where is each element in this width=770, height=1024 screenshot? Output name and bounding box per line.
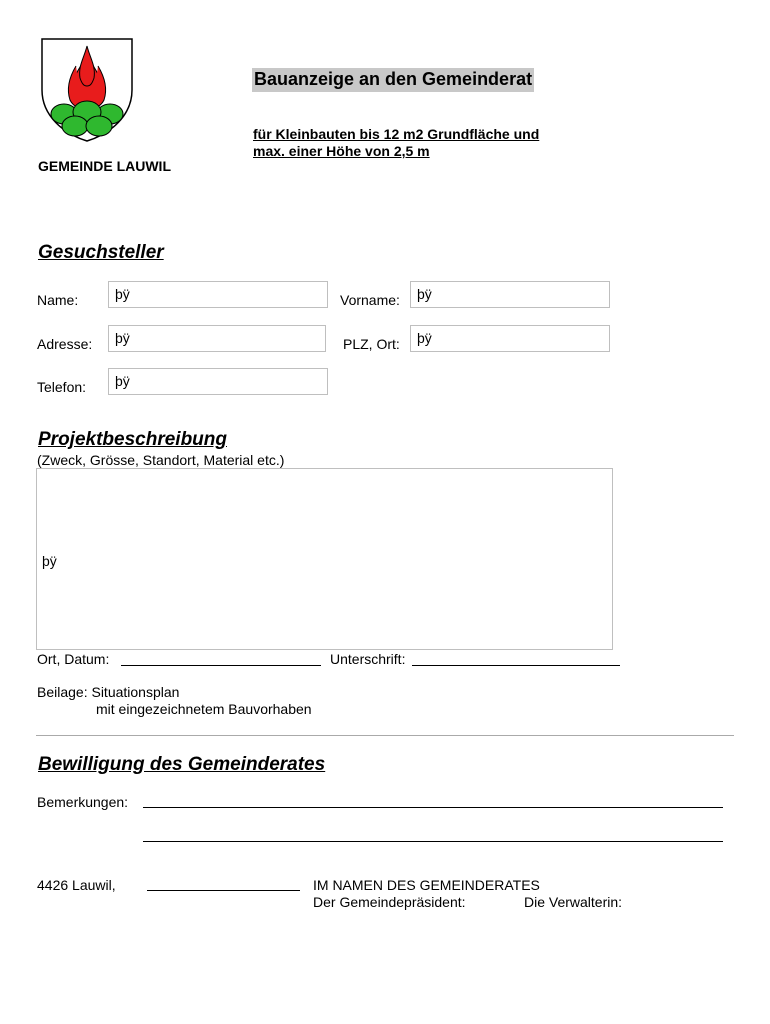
municipality-name: GEMEINDE LAUWIL bbox=[38, 158, 171, 174]
place-date-label: Ort, Datum: bbox=[37, 651, 110, 667]
phone-label: Telefon: bbox=[37, 379, 87, 395]
signature-label: Unterschrift: bbox=[330, 651, 406, 667]
project-description-field[interactable] bbox=[36, 468, 613, 650]
project-description-value: þÿ bbox=[42, 553, 57, 569]
subtitle-line-1: für Kleinbauten bis 12 m2 Grundfläche und bbox=[253, 126, 540, 142]
remarks-line-2[interactable] bbox=[143, 841, 723, 842]
on-behalf-text: IM NAMEN DES GEMEINDERATES bbox=[313, 877, 540, 893]
attachment-line-1: Beilage: Situationsplan bbox=[37, 684, 180, 700]
attachment-line-2: mit eingezeichnetem Bauvorhaben bbox=[96, 701, 312, 717]
remarks-label: Bemerkungen: bbox=[37, 794, 129, 810]
firstname-label: Vorname: bbox=[340, 292, 400, 308]
project-hint: (Zweck, Grösse, Standort, Material etc.) bbox=[37, 452, 285, 468]
zip-city-label: PLZ, Ort: bbox=[343, 336, 400, 352]
subtitle-line-2: max. einer Höhe von 2,5 m bbox=[253, 143, 430, 159]
approval-date-line[interactable] bbox=[147, 890, 300, 891]
coat-of-arms-icon bbox=[40, 38, 134, 142]
name-field[interactable]: þÿ bbox=[108, 281, 328, 308]
place-date-line[interactable] bbox=[121, 665, 321, 666]
section-divider bbox=[36, 735, 734, 736]
approval-place: 4426 Lauwil, bbox=[37, 877, 116, 893]
address-label: Adresse: bbox=[37, 336, 93, 352]
administrator-label: Die Verwalterin: bbox=[524, 894, 623, 910]
project-heading: Projektbeschreibung bbox=[38, 429, 227, 450]
address-field[interactable]: þÿ bbox=[108, 325, 326, 352]
zip-city-field[interactable]: þÿ bbox=[410, 325, 610, 352]
page-subtitle bbox=[253, 126, 539, 160]
name-label: Name: bbox=[37, 292, 79, 308]
approval-heading: Bewilligung des Gemeinderates bbox=[38, 754, 326, 775]
president-label: Der Gemeindepräsident: bbox=[313, 894, 466, 910]
applicant-heading: Gesuchsteller bbox=[38, 242, 164, 263]
signature-line[interactable] bbox=[412, 665, 620, 666]
page-title: Bauanzeige an den Gemeinderat bbox=[252, 68, 534, 92]
remarks-line-1[interactable] bbox=[143, 807, 723, 808]
phone-field[interactable]: þÿ bbox=[108, 368, 328, 395]
firstname-field[interactable]: þÿ bbox=[410, 281, 610, 308]
